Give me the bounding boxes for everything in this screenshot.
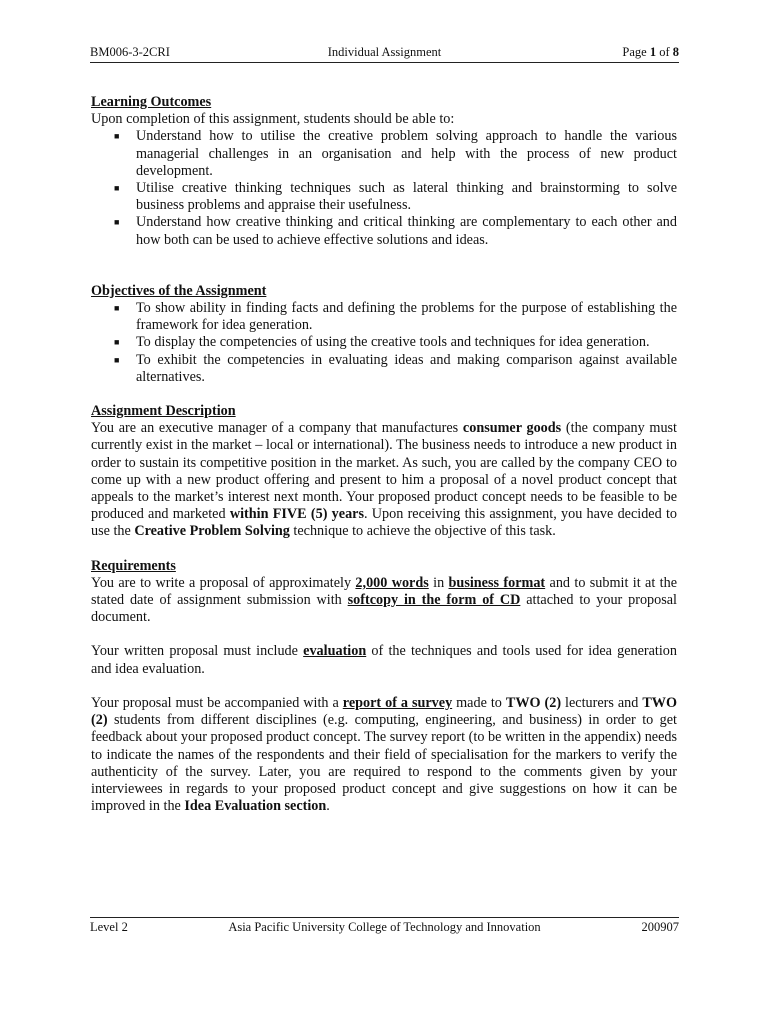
objectives-list [91,300,677,386]
requirements-section [91,558,677,816]
learning-outcomes-section [91,94,677,249]
list-item: ■ To exhibit the competencies in evaluating ideas and making comparison against available alternatives. [114,351,677,385]
objectives-heading: Objectives of the Assignment [91,282,267,299]
header-title: Individual Assignment [327,45,442,59]
footer-rule [90,917,679,918]
list-item: ■ Understand how to utilise the creative problem solving approach to handle the various managerial challenges in an organisation and help with the process of new product development. [114,128,677,179]
page-number: Page 1 of 8 [622,45,679,59]
list-item: ■ Utilise creative thinking techniques such as lateral thinking and brainstorming to solve business problems and appraise their usefulness. [114,180,677,214]
bullet-icon: ■ [114,217,120,228]
bullet-icon: ■ [114,183,120,194]
requirements-paragraph-3: Your proposal must be accompanied with a report of a survey made to TWO (2) lecturers and TWO (2) students from different disciplines (e.g. computing, engineering, and business) in order to get feedback about your proposed product concept. The survey report (to be written in the appendix) needs to indicate the names of the respondents and their field of specialisation for the markers to verify the authenticity of the survey. Later, you are required to respond to the comments given by your interviewees in regards to your proposed product concept and give suggestions on how it can be improved in the Idea Evaluation section. [91,694,678,815]
document-body [91,94,677,815]
assignment-description-text: You are an executive manager of a company that manufactures consumer goods (the company must currently exist in the market – local or international). The business needs to introduce a new product in order to sustain its competitive position in the market. As such, you are called by the company CEO to come up with a new product offering and present to him a proposal of a novel product concept that appeals to the market’s interest next month. Your proposed product concept needs to be feasible to be produced and marketed within FIVE (5) years. Upon receiving this assignment, you have decided to use the Creative Problem Solving technique to achieve the objective of this task. [91,420,677,540]
list-item: ■ Understand how creative thinking and critical thinking are complementary to each other and how both can be used to achieve effective solutions and ideas. [114,214,677,248]
header-rule [90,62,679,63]
list-item: ■ To show ability in finding facts and defining the problems for the purpose of establishing the framework for idea generation. [114,300,677,334]
list-item: ■ To display the competencies of using the creative tools and techniques for idea generation. [114,334,650,351]
page-header [90,44,679,60]
requirements-heading: Requirements [91,557,176,574]
footer-institution: Asia Pacific University College of Technology and Innovation [228,920,541,934]
objectives-section [91,283,677,386]
bullet-icon: ■ [114,354,120,365]
assignment-description-section [91,403,677,541]
requirements-paragraph-1: You are to write a proposal of approximately 2,000 words in business format and to submit it at the stated date of assignment submission with softcopy in the form of CD attached to your proposal document. [91,574,677,626]
page-footer [90,919,679,935]
course-code: BM006-3-2CRI [90,45,170,59]
bullet-icon: ■ [114,303,120,314]
learning-outcomes-heading: Learning Outcomes [91,94,212,110]
learning-outcomes-list [91,128,677,248]
footer-level: Level 2 [90,920,128,934]
bullet-icon: ■ [114,337,120,348]
requirements-paragraph-2: Your written proposal must include evaluation of the techniques and tools used for idea generation and idea evaluation. [91,643,677,677]
bullet-icon: ■ [114,131,120,142]
learning-outcomes-intro: Upon completion of this assignment, students should be able to: [91,111,455,128]
assignment-description-heading: Assignment Description [91,403,236,420]
footer-code: 200907 [641,920,679,934]
